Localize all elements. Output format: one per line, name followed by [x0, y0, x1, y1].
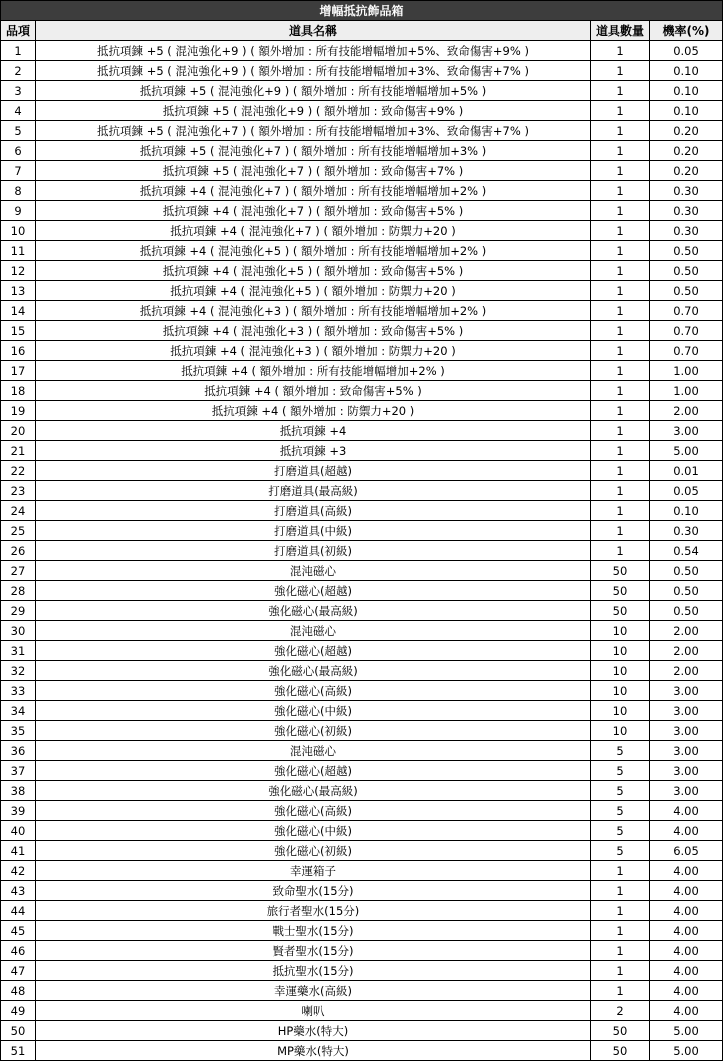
- quantity-cell: 1: [591, 221, 650, 241]
- item-no-cell: 18: [1, 381, 36, 401]
- item-name-cell: 強化磁心(超越): [36, 581, 591, 601]
- table-row: [1, 721, 723, 741]
- quantity-cell: 1: [591, 101, 650, 121]
- item-name-cell: 混沌磁心: [36, 741, 591, 761]
- quantity-cell: 1: [591, 141, 650, 161]
- item-name-cell: 抵抗項鍊 +4 ( 混沌強化+7 ) ( 額外增加 : 致命傷害+5% ): [36, 201, 591, 221]
- item-name-cell: 抵抗項鍊 +5 ( 混沌強化+9 ) ( 額外增加 : 所有技能增幅增加+5%、致命傷害+9% ): [36, 41, 591, 61]
- item-name-cell: 幸運藥水(高級): [36, 981, 591, 1001]
- item-no-cell: 50: [1, 1021, 36, 1041]
- probability-cell: 0.50: [650, 581, 723, 601]
- item-name-cell: 抵抗項鍊 +3: [36, 441, 591, 461]
- probability-cell: 0.01: [650, 461, 723, 481]
- table-row: [1, 41, 723, 61]
- item-no-cell: 33: [1, 681, 36, 701]
- probability-cell: 4.00: [650, 821, 723, 841]
- item-no-cell: 34: [1, 701, 36, 721]
- table-row: [1, 861, 723, 881]
- item-no-cell: 19: [1, 401, 36, 421]
- item-name-cell: 打磨道具(最高級): [36, 481, 591, 501]
- table-row: [1, 461, 723, 481]
- item-no-cell: 27: [1, 561, 36, 581]
- table-row: [1, 781, 723, 801]
- table-row: [1, 361, 723, 381]
- quantity-cell: 1: [591, 961, 650, 981]
- table-row: [1, 81, 723, 101]
- item-no-cell: 3: [1, 81, 36, 101]
- table-row: [1, 641, 723, 661]
- table-row: [1, 301, 723, 321]
- item-no-cell: 12: [1, 261, 36, 281]
- table-row: [1, 1041, 723, 1061]
- item-no-cell: 31: [1, 641, 36, 661]
- probability-cell: 2.00: [650, 661, 723, 681]
- table-row: [1, 381, 723, 401]
- table-row: [1, 801, 723, 821]
- probability-cell: 3.00: [650, 701, 723, 721]
- item-name-cell: 幸運箱子: [36, 861, 591, 881]
- probability-cell: 0.20: [650, 161, 723, 181]
- table-row: [1, 821, 723, 841]
- probability-cell: 0.20: [650, 121, 723, 141]
- item-no-cell: 23: [1, 481, 36, 501]
- table-row: [1, 741, 723, 761]
- table-row: [1, 1021, 723, 1041]
- item-name-cell: 抵抗項鍊 +4 ( 混沌強化+3 ) ( 額外增加 : 所有技能增幅增加+2% ): [36, 301, 591, 321]
- table-row: [1, 921, 723, 941]
- table-row: [1, 541, 723, 561]
- table-row: [1, 701, 723, 721]
- quantity-cell: 10: [591, 681, 650, 701]
- item-name-cell: 抵抗項鍊 +4 ( 混沌強化+7 ) ( 額外增加 : 所有技能增幅增加+2% ): [36, 181, 591, 201]
- item-no-cell: 37: [1, 761, 36, 781]
- item-no-cell: 9: [1, 201, 36, 221]
- table-row: [1, 321, 723, 341]
- probability-cell: 0.30: [650, 201, 723, 221]
- item-no-cell: 43: [1, 881, 36, 901]
- table-row: [1, 441, 723, 461]
- item-no-cell: 2: [1, 61, 36, 81]
- table-row: [1, 621, 723, 641]
- quantity-cell: 5: [591, 741, 650, 761]
- quantity-cell: 1: [591, 261, 650, 281]
- quantity-cell: 1: [591, 861, 650, 881]
- item-name-cell: 抵抗項鍊 +4 ( 混沌強化+3 ) ( 額外增加 : 防禦力+20 ): [36, 341, 591, 361]
- item-no-cell: 5: [1, 121, 36, 141]
- probability-cell: 2.00: [650, 641, 723, 661]
- item-name-cell: 抵抗項鍊 +4 ( 額外增加 : 所有技能增幅增加+2% ): [36, 361, 591, 381]
- probability-cell: 4.00: [650, 981, 723, 1001]
- quantity-cell: 1: [591, 381, 650, 401]
- item-no-cell: 39: [1, 801, 36, 821]
- item-no-cell: 17: [1, 361, 36, 381]
- quantity-cell: 1: [591, 981, 650, 1001]
- probability-cell: 0.10: [650, 501, 723, 521]
- item-name-cell: 抵抗項鍊 +4 ( 混沌強化+3 ) ( 額外增加 : 致命傷害+5% ): [36, 321, 591, 341]
- probability-cell: 0.10: [650, 81, 723, 101]
- item-name-cell: 強化磁心(最高級): [36, 601, 591, 621]
- probability-cell: 4.00: [650, 801, 723, 821]
- item-name-cell: 打磨道具(中級): [36, 521, 591, 541]
- probability-cell: 5.00: [650, 1021, 723, 1041]
- probability-cell: 3.00: [650, 741, 723, 761]
- table-row: [1, 61, 723, 81]
- item-name-cell: HP藥水(特大): [36, 1021, 591, 1041]
- probability-cell: 2.00: [650, 621, 723, 641]
- probability-cell: 3.00: [650, 721, 723, 741]
- table-row: [1, 221, 723, 241]
- probability-cell: 0.50: [650, 601, 723, 621]
- item-no-cell: 29: [1, 601, 36, 621]
- item-name-cell: 抵抗項鍊 +4 ( 額外增加 : 致命傷害+5% ): [36, 381, 591, 401]
- quantity-cell: 1: [591, 321, 650, 341]
- item-no-cell: 49: [1, 1001, 36, 1021]
- item-name-cell: 混沌磁心: [36, 561, 591, 581]
- probability-cell: 0.05: [650, 41, 723, 61]
- header-item-no: 品項: [1, 21, 36, 41]
- probability-cell: 0.50: [650, 241, 723, 261]
- quantity-cell: 1: [591, 881, 650, 901]
- quantity-cell: 1: [591, 461, 650, 481]
- table-row: [1, 841, 723, 861]
- item-name-cell: 強化磁心(高級): [36, 801, 591, 821]
- probability-cell: 0.20: [650, 141, 723, 161]
- item-name-cell: 抵抗項鍊 +4 ( 混沌強化+5 ) ( 額外增加 : 致命傷害+5% ): [36, 261, 591, 281]
- quantity-cell: 1: [591, 541, 650, 561]
- table-row: [1, 181, 723, 201]
- probability-cell: 0.05: [650, 481, 723, 501]
- probability-cell: 0.30: [650, 221, 723, 241]
- quantity-cell: 1: [591, 501, 650, 521]
- item-name-cell: 打磨道具(初級): [36, 541, 591, 561]
- table-body: [1, 41, 723, 1061]
- quantity-cell: 5: [591, 801, 650, 821]
- item-name-cell: 強化磁心(初級): [36, 721, 591, 741]
- quantity-cell: 10: [591, 641, 650, 661]
- probability-cell: 4.00: [650, 921, 723, 941]
- probability-cell: 6.05: [650, 841, 723, 861]
- table-row: [1, 501, 723, 521]
- item-name-cell: 強化磁心(中級): [36, 821, 591, 841]
- item-no-cell: 44: [1, 901, 36, 921]
- probability-cell: 0.70: [650, 341, 723, 361]
- item-name-cell: 強化磁心(初級): [36, 841, 591, 861]
- quantity-cell: 1: [591, 161, 650, 181]
- quantity-cell: 1: [591, 341, 650, 361]
- probability-cell: 0.30: [650, 181, 723, 201]
- item-name-cell: 抵抗項鍊 +4: [36, 421, 591, 441]
- item-no-cell: 6: [1, 141, 36, 161]
- quantity-cell: 1: [591, 241, 650, 261]
- table-row: [1, 401, 723, 421]
- quantity-cell: 1: [591, 361, 650, 381]
- probability-cell: 0.50: [650, 561, 723, 581]
- item-no-cell: 32: [1, 661, 36, 681]
- item-name-cell: MP藥水(特大): [36, 1041, 591, 1061]
- item-no-cell: 10: [1, 221, 36, 241]
- item-name-cell: 喇叭: [36, 1001, 591, 1021]
- probability-cell: 5.00: [650, 441, 723, 461]
- probability-cell: 4.00: [650, 961, 723, 981]
- item-no-cell: 4: [1, 101, 36, 121]
- quantity-cell: 1: [591, 921, 650, 941]
- table-row: [1, 201, 723, 221]
- item-no-cell: 8: [1, 181, 36, 201]
- quantity-cell: 1: [591, 421, 650, 441]
- quantity-cell: 5: [591, 781, 650, 801]
- item-name-cell: 抵抗項鍊 +4 ( 混沌強化+5 ) ( 額外增加 : 防禦力+20 ): [36, 281, 591, 301]
- item-name-cell: 旅行者聖水(15分): [36, 901, 591, 921]
- item-no-cell: 48: [1, 981, 36, 1001]
- probability-cell: 4.00: [650, 881, 723, 901]
- title-row: [1, 1, 723, 21]
- quantity-cell: 1: [591, 81, 650, 101]
- quantity-cell: 1: [591, 481, 650, 501]
- quantity-cell: 1: [591, 121, 650, 141]
- item-no-cell: 20: [1, 421, 36, 441]
- item-no-cell: 38: [1, 781, 36, 801]
- quantity-cell: 5: [591, 841, 650, 861]
- probability-cell: 0.50: [650, 261, 723, 281]
- table-row: [1, 561, 723, 581]
- table-row: [1, 281, 723, 301]
- item-no-cell: 42: [1, 861, 36, 881]
- table-row: [1, 481, 723, 501]
- table-row: [1, 241, 723, 261]
- quantity-cell: 5: [591, 761, 650, 781]
- probability-cell: 0.10: [650, 101, 723, 121]
- table-row: [1, 161, 723, 181]
- item-name-cell: 打磨道具(高級): [36, 501, 591, 521]
- table-row: [1, 581, 723, 601]
- probability-cell: 3.00: [650, 681, 723, 701]
- probability-cell: 1.00: [650, 381, 723, 401]
- table-row: [1, 141, 723, 161]
- quantity-cell: 1: [591, 201, 650, 221]
- item-name-cell: 抵抗項鍊 +5 ( 混沌強化+9 ) ( 額外增加 : 致命傷害+9% ): [36, 101, 591, 121]
- item-no-cell: 25: [1, 521, 36, 541]
- probability-cell: 0.50: [650, 281, 723, 301]
- probability-cell: 4.00: [650, 1001, 723, 1021]
- quantity-cell: 2: [591, 1001, 650, 1021]
- item-no-cell: 7: [1, 161, 36, 181]
- probability-cell: 0.30: [650, 521, 723, 541]
- item-name-cell: 戰士聖水(15分): [36, 921, 591, 941]
- quantity-cell: 10: [591, 721, 650, 741]
- item-no-cell: 45: [1, 921, 36, 941]
- quantity-cell: 50: [591, 581, 650, 601]
- item-no-cell: 21: [1, 441, 36, 461]
- item-no-cell: 46: [1, 941, 36, 961]
- quantity-cell: 50: [591, 1041, 650, 1061]
- probability-cell: 0.70: [650, 321, 723, 341]
- quantity-cell: 1: [591, 441, 650, 461]
- item-no-cell: 1: [1, 41, 36, 61]
- item-no-cell: 51: [1, 1041, 36, 1061]
- probability-cell: 4.00: [650, 941, 723, 961]
- item-name-cell: 抵抗項鍊 +5 ( 混沌強化+9 ) ( 額外增加 : 所有技能增幅增加+3%、致命傷害+7% ): [36, 61, 591, 81]
- probability-cell: 3.00: [650, 761, 723, 781]
- item-no-cell: 36: [1, 741, 36, 761]
- quantity-cell: 50: [591, 601, 650, 621]
- item-no-cell: 16: [1, 341, 36, 361]
- item-no-cell: 40: [1, 821, 36, 841]
- table-row: [1, 341, 723, 361]
- quantity-cell: 10: [591, 621, 650, 641]
- table-row: [1, 1001, 723, 1021]
- table-row: [1, 961, 723, 981]
- quantity-cell: 10: [591, 661, 650, 681]
- item-name-cell: 混沌磁心: [36, 621, 591, 641]
- table-row: [1, 761, 723, 781]
- table-row: [1, 521, 723, 541]
- probability-cell: 0.54: [650, 541, 723, 561]
- table-row: [1, 121, 723, 141]
- table-row: [1, 601, 723, 621]
- table-row: [1, 661, 723, 681]
- item-no-cell: 13: [1, 281, 36, 301]
- table-row: [1, 421, 723, 441]
- quantity-cell: 10: [591, 701, 650, 721]
- table-title: 增幅抵抗飾品箱: [1, 1, 723, 21]
- table-row: [1, 901, 723, 921]
- probability-cell: 0.70: [650, 301, 723, 321]
- item-name-cell: 致命聖水(15分): [36, 881, 591, 901]
- item-name-cell: 強化磁心(中級): [36, 701, 591, 721]
- quantity-cell: 50: [591, 561, 650, 581]
- item-no-cell: 41: [1, 841, 36, 861]
- item-name-cell: 抵抗項鍊 +5 ( 混沌強化+7 ) ( 額外增加 : 所有技能增幅增加+3%、致命傷害+7% ): [36, 121, 591, 141]
- probability-cell: 5.00: [650, 1041, 723, 1061]
- item-name-cell: 打磨道具(超越): [36, 461, 591, 481]
- item-no-cell: 30: [1, 621, 36, 641]
- quantity-cell: 5: [591, 821, 650, 841]
- quantity-cell: 1: [591, 41, 650, 61]
- item-name-cell: 抵抗項鍊 +5 ( 混沌強化+7 ) ( 額外增加 : 所有技能增幅增加+3% ): [36, 141, 591, 161]
- item-name-cell: 強化磁心(超越): [36, 761, 591, 781]
- probability-cell: 4.00: [650, 901, 723, 921]
- table-row: [1, 941, 723, 961]
- item-name-cell: 抵抗項鍊 +4 ( 混沌強化+7 ) ( 額外增加 : 防禦力+20 ): [36, 221, 591, 241]
- item-name-cell: 強化磁心(最高級): [36, 661, 591, 681]
- item-no-cell: 28: [1, 581, 36, 601]
- header-item-quantity: 道具數量: [591, 21, 650, 41]
- item-name-cell: 強化磁心(最高級): [36, 781, 591, 801]
- probability-cell: 3.00: [650, 421, 723, 441]
- item-no-cell: 47: [1, 961, 36, 981]
- item-name-cell: 抵抗項鍊 +5 ( 混沌強化+9 ) ( 額外增加 : 所有技能增幅增加+5% ): [36, 81, 591, 101]
- table-row: [1, 881, 723, 901]
- item-no-cell: 22: [1, 461, 36, 481]
- item-no-cell: 26: [1, 541, 36, 561]
- quantity-cell: 1: [591, 181, 650, 201]
- probability-cell: 4.00: [650, 861, 723, 881]
- header-probability: 機率(%): [650, 21, 723, 41]
- quantity-cell: 1: [591, 941, 650, 961]
- probability-cell: 2.00: [650, 401, 723, 421]
- header-row: [1, 21, 723, 41]
- quantity-cell: 1: [591, 301, 650, 321]
- item-name-cell: 抵抗聖水(15分): [36, 961, 591, 981]
- quantity-cell: 1: [591, 521, 650, 541]
- item-no-cell: 15: [1, 321, 36, 341]
- quantity-cell: 1: [591, 61, 650, 81]
- item-no-cell: 11: [1, 241, 36, 261]
- item-name-cell: 強化磁心(高級): [36, 681, 591, 701]
- quantity-cell: 1: [591, 281, 650, 301]
- table-row: [1, 681, 723, 701]
- item-name-cell: 抵抗項鍊 +4 ( 混沌強化+5 ) ( 額外增加 : 所有技能增幅增加+2% ): [36, 241, 591, 261]
- probability-cell: 3.00: [650, 781, 723, 801]
- item-name-cell: 抵抗項鍊 +5 ( 混沌強化+7 ) ( 額外增加 : 致命傷害+7% ): [36, 161, 591, 181]
- table-row: [1, 981, 723, 1001]
- item-name-cell: 賢者聖水(15分): [36, 941, 591, 961]
- item-no-cell: 35: [1, 721, 36, 741]
- table-row: [1, 261, 723, 281]
- header-item-name: 道具名稱: [36, 21, 591, 41]
- item-no-cell: 14: [1, 301, 36, 321]
- item-name-cell: 抵抗項鍊 +4 ( 額外增加 : 防禦力+20 ): [36, 401, 591, 421]
- quantity-cell: 50: [591, 1021, 650, 1041]
- table-row: [1, 101, 723, 121]
- item-name-cell: 強化磁心(超越): [36, 641, 591, 661]
- quantity-cell: 1: [591, 401, 650, 421]
- quantity-cell: 1: [591, 901, 650, 921]
- probability-cell: 1.00: [650, 361, 723, 381]
- probability-cell: 0.10: [650, 61, 723, 81]
- item-no-cell: 24: [1, 501, 36, 521]
